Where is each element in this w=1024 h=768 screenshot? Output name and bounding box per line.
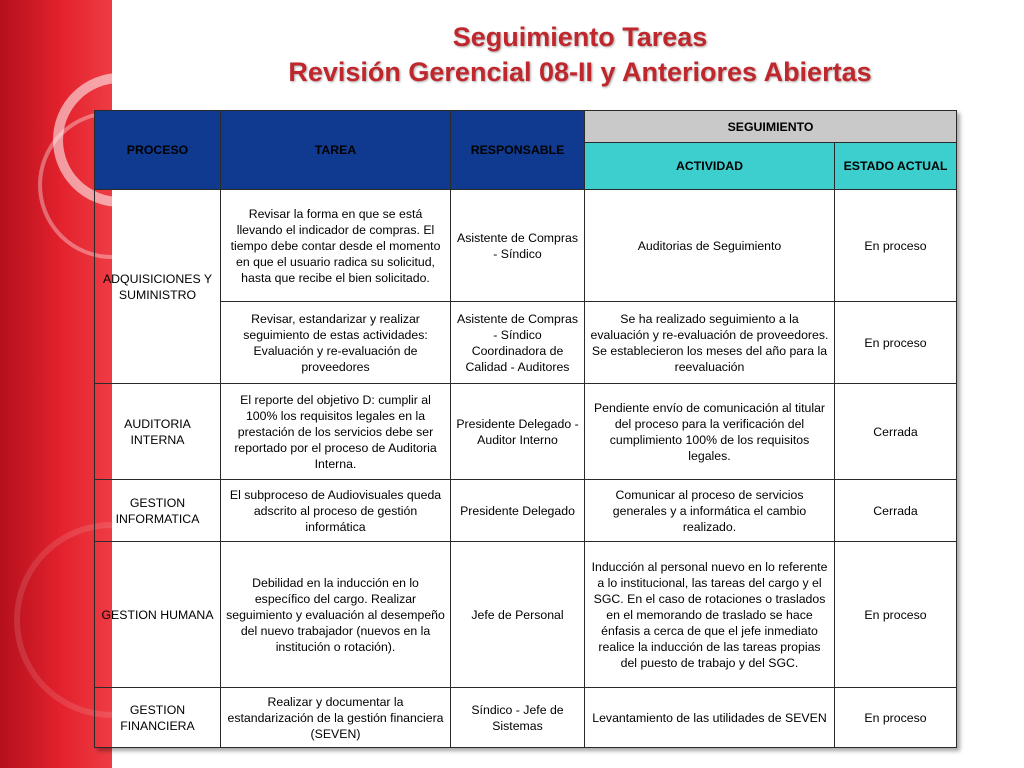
cell-proceso: AUDITORIA INTERNA	[95, 384, 221, 480]
cell-actividad: Inducción al personal nuevo en lo referente a lo institucional, las tareas del cargo y el SGC. En el caso de rotaciones o traslados en el memorando de traslado se hace énfasis a cerca de que el jefe inmediato realice la inducción de las tareas propias del puesto de trabajo y del SGC.	[585, 542, 835, 688]
cell-tarea: El subproceso de Audiovisuales queda adscrito al proceso de gestión informática	[221, 480, 451, 542]
cell-actividad: Auditorias de Seguimiento	[585, 190, 835, 302]
cell-proceso: GESTION HUMANA	[95, 542, 221, 688]
table-row	[95, 542, 957, 688]
cell-estado: Cerrada	[835, 480, 957, 542]
cell-estado: Cerrada	[835, 384, 957, 480]
cell-proceso: ADQUISICIONES Y SUMINISTRO	[95, 190, 221, 384]
slide-title: Seguimiento Tareas	[452, 22, 708, 52]
cell-tarea: Revisar la forma en que se está llevando el indicador de compras. El tiempo debe contar desde el momento en que el usuario radica su solicitud, hasta que recibe el bien solicitado.	[221, 190, 451, 302]
header-tarea: TAREA	[221, 111, 451, 190]
cell-responsable: Jefe de Personal	[451, 542, 585, 688]
header-proceso: PROCESO	[95, 111, 221, 190]
cell-responsable: Presidente Delegado	[451, 480, 585, 542]
cell-tarea: El reporte del objetivo D: cumplir al 100% los requisitos legales en la prestación de los servicios debe ser reportado por el proceso de Auditoria Interna.	[221, 384, 451, 480]
cell-estado: En proceso	[835, 688, 957, 748]
header-responsable: RESPONSABLE	[451, 111, 585, 190]
cell-actividad: Pendiente envío de comunicación al titular del proceso para la verificación del cumplimiento 100% de los requisitos legales.	[585, 384, 835, 480]
table-row	[95, 688, 957, 748]
cell-responsable: Presidente Delegado - Auditor Interno	[451, 384, 585, 480]
cell-actividad: Comunicar al proceso de servicios generales y a informática el cambio realizado.	[585, 480, 835, 542]
table-row	[95, 384, 957, 480]
cell-estado: En proceso	[835, 542, 957, 688]
cell-estado: En proceso	[835, 302, 957, 384]
cell-proceso: GESTION FINANCIERA	[95, 688, 221, 748]
cell-responsable: Síndico - Jefe de Sistemas	[451, 688, 585, 748]
header-actividad: ACTIVIDAD	[585, 143, 835, 190]
cell-tarea: Realizar y documentar la estandarización de la gestión financiera (SEVEN)	[221, 688, 451, 748]
cell-actividad: Levantamiento de las utilidades de SEVEN	[585, 688, 835, 748]
cell-tarea: Debilidad en la inducción en lo específico del cargo. Realizar seguimiento y evaluación al desempeño del nuevo trabajador (nuevos en la institución o rotación).	[221, 542, 451, 688]
table-row	[95, 480, 957, 542]
header-seguimiento: SEGUIMIENTO	[585, 111, 957, 143]
cell-estado: En proceso	[835, 190, 957, 302]
cell-responsable: Asistente de Compras - Síndico Coordinadora de Calidad - Auditores	[451, 302, 585, 384]
cell-actividad: Se ha realizado seguimiento a la evaluación y re-evaluación de proveedores. Se establecieron los meses del año para la reevaluación	[585, 302, 835, 384]
table-row	[95, 190, 957, 302]
cell-tarea: Revisar, estandarizar y realizar seguimiento de estas actividades: Evaluación y re-evaluación de proveedores	[221, 302, 451, 384]
cell-proceso: GESTION INFORMATICA	[95, 480, 221, 542]
table-row	[95, 302, 957, 384]
task-tracking-table	[94, 110, 957, 748]
cell-responsable: Asistente de Compras - Síndico	[451, 190, 585, 302]
slide-subtitle: Revisión Gerencial 08-II y Anteriores Abiertas	[288, 57, 872, 87]
header-estado-actual: ESTADO ACTUAL	[835, 143, 957, 190]
